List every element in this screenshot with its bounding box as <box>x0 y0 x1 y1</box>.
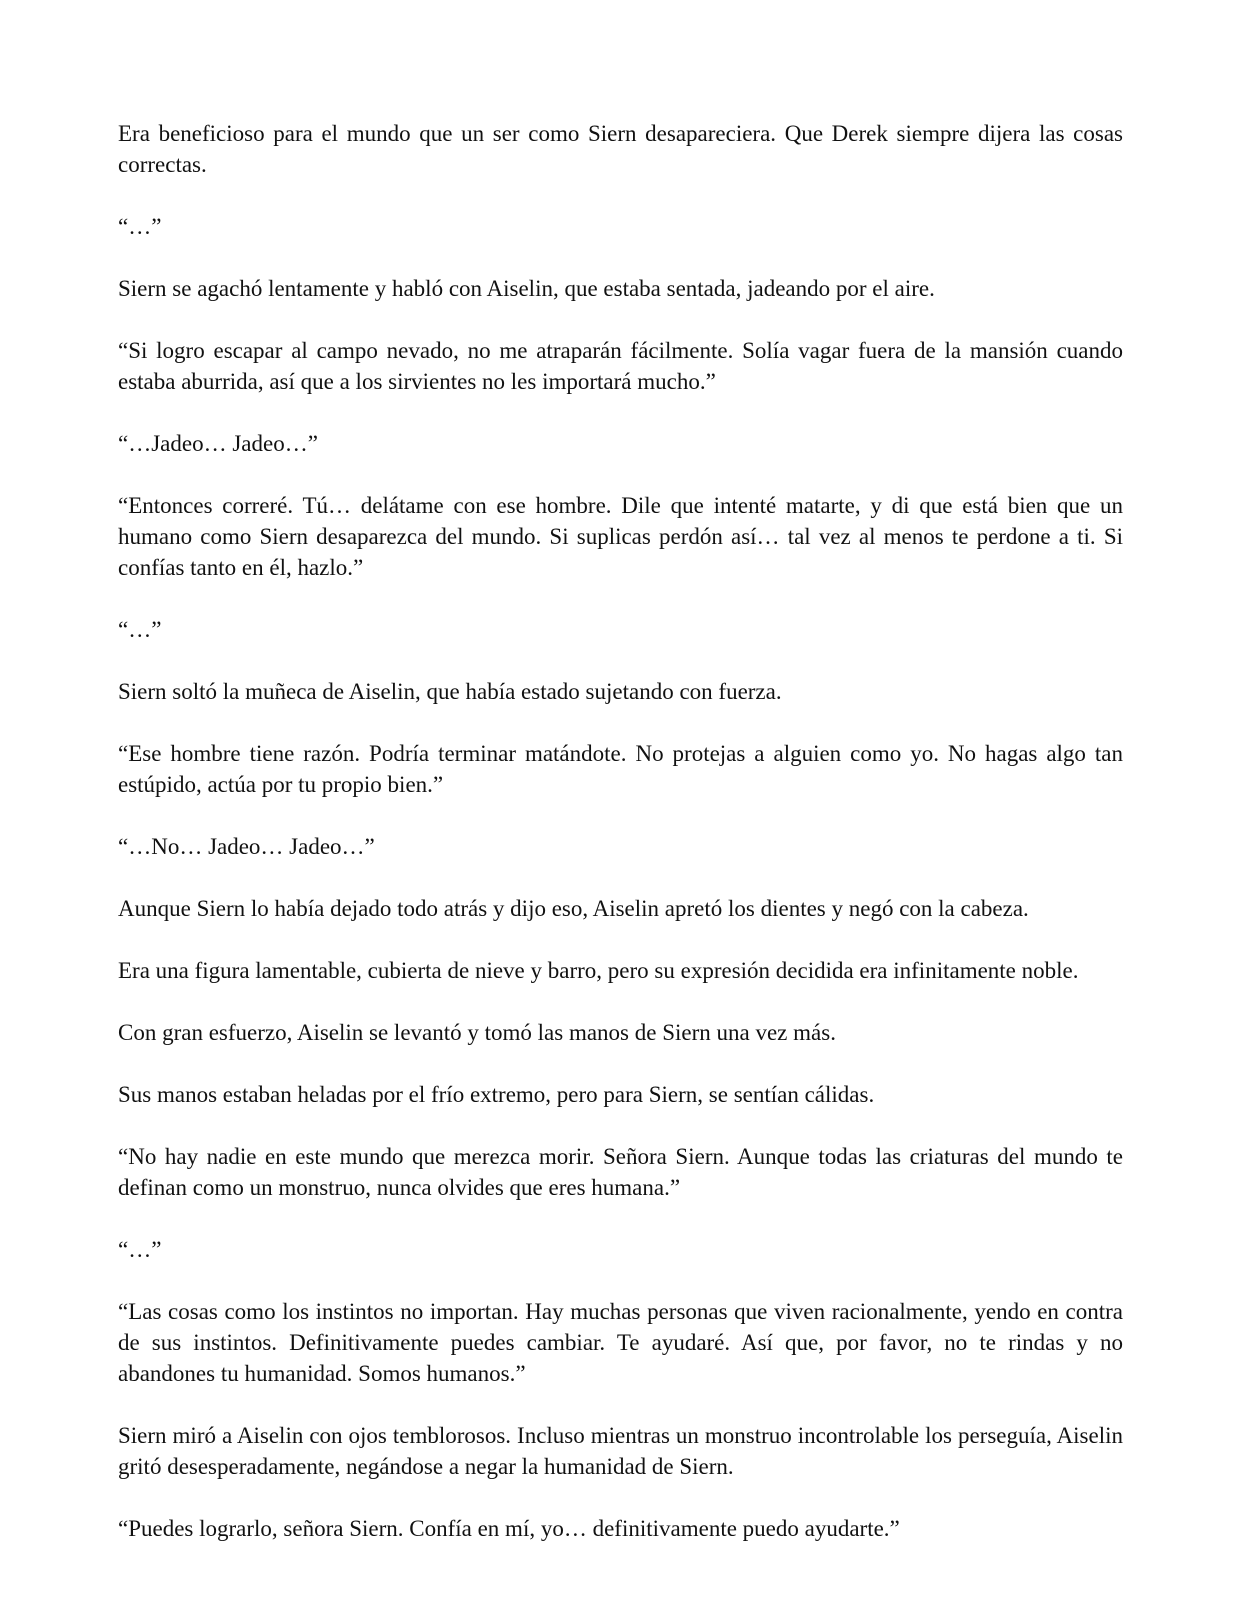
paragraph-5: “…Jadeo… Jadeo…” <box>118 431 318 456</box>
paragraph-19: “Puedes lograrlo, señora Siern. Confía en mí, yo… definitivamente puedo ayudarte.” <box>118 1516 900 1541</box>
paragraph-8: Siern soltó la muñeca de Aiselin, que había estado sujetando con fuerza. <box>118 679 782 704</box>
paragraph-16: “…” <box>118 1237 162 1262</box>
paragraph-11: Aunque Siern lo había dejado todo atrás y dijo eso, Aiselin apretó los dientes y negó con la cabeza. <box>118 896 1029 921</box>
paragraph-4: “Si logro escapar al campo nevado, no me atraparán fácilmente. Solía vagar fuera de la mansión cuando estaba aburrida, así que a los sirvientes no les importará mucho.” <box>118 338 1123 394</box>
paragraph-13: Con gran esfuerzo, Aiselin se levantó y tomó las manos de Siern una vez más. <box>118 1020 836 1045</box>
paragraph-3: Siern se agachó lentamente y habló con Aiselin, que estaba sentada, jadeando por el aire. <box>118 276 935 301</box>
paragraph-12: Era una figura lamentable, cubierta de nieve y barro, pero su expresión decidida era infinitamente noble. <box>118 958 1079 983</box>
paragraph-17: “Las cosas como los instintos no importan. Hay muchas personas que viven racionalmente, yendo en contra de sus instintos. Definitivamente puedes cambiar. Te ayudaré. Así que, por favor, no te rindas y no abandones tu humanidad. Somos humanos.” <box>118 1299 1123 1386</box>
paragraph-15: “No hay nadie en este mundo que merezca morir. Señora Siern. Aunque todas las criaturas del mundo te definan como un monstruo, nunca olvides que eres humana.” <box>118 1144 1123 1200</box>
paragraph-6: “Entonces correré. Tú… delátame con ese hombre. Dile que intenté matarte, y di que está bien que un humano como Siern desaparezca del mundo. Si suplicas perdón así… tal vez al menos te perdone a ti. Si confías tanto en él, hazlo.” <box>118 493 1123 580</box>
page-body <box>118 118 1123 1544</box>
paragraph-14: Sus manos estaban heladas por el frío extremo, pero para Siern, se sentían cálidas. <box>118 1082 875 1107</box>
paragraph-7: “…” <box>118 617 162 642</box>
paragraph-10: “…No… Jadeo… Jadeo…” <box>118 834 375 859</box>
paragraph-18: Siern miró a Aiselin con ojos temblorosos. Incluso mientras un monstruo incontrolable los perseguía, Aiselin gritó desesperadamente, negándose a negar la humanidad de Siern. <box>118 1423 1123 1479</box>
paragraph-1: Era beneficioso para el mundo que un ser como Siern desapareciera. Que Derek siempre dijera las cosas correctas. <box>118 121 1123 177</box>
paragraph-9: “Ese hombre tiene razón. Podría terminar matándote. No protejas a alguien como yo. No hagas algo tan estúpido, actúa por tu propio bien.” <box>118 741 1123 797</box>
paragraph-2: “…” <box>118 214 162 239</box>
